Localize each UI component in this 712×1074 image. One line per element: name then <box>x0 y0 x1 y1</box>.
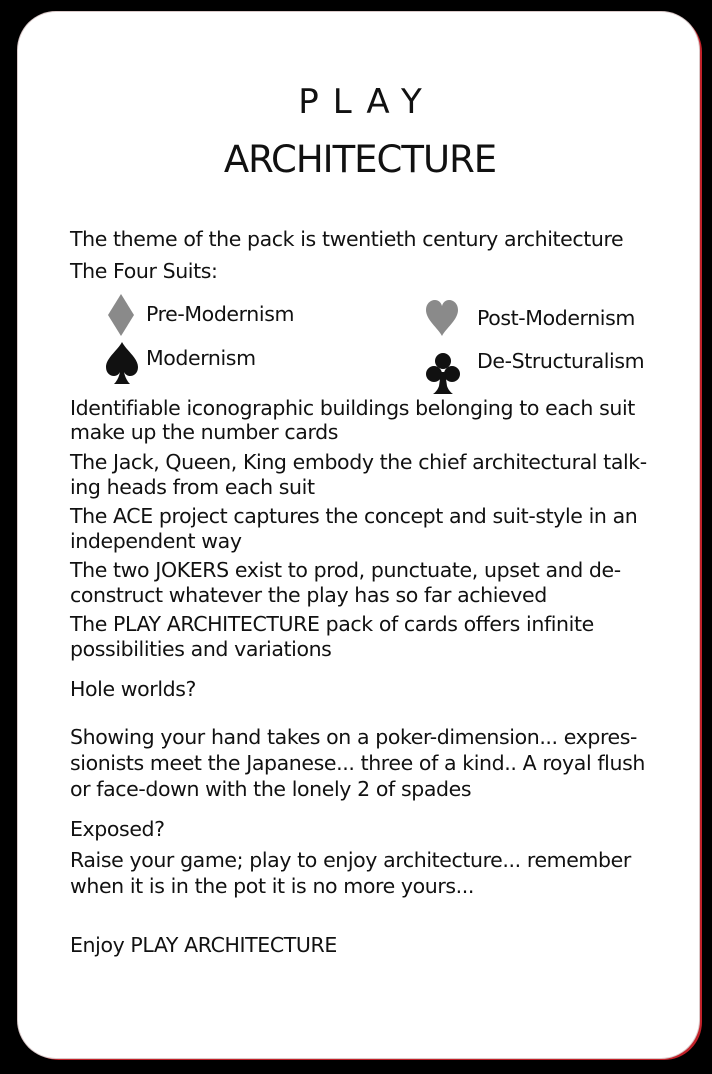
body-line: independent way <box>70 529 242 553</box>
body-line: Identifiable iconographic buildings belonging to each suit <box>70 396 635 420</box>
body-line: make up the number cards <box>70 420 339 444</box>
heart-icon <box>426 300 458 336</box>
body-line: The ACE project captures the concept and suit-style in an <box>70 504 638 528</box>
intro-line-2: The Four Suits: <box>70 259 218 283</box>
title-architecture: ARCHITECTURE <box>223 138 497 181</box>
body-line: The PLAY ARCHITECTURE pack of cards offers infinite <box>70 612 594 636</box>
poker-line: Showing your hand takes on a poker-dimension... expres- <box>70 725 638 749</box>
suit-post-modernism: Post-Modernism <box>477 306 635 330</box>
intro-line-1: The theme of the pack is twentieth century architecture <box>70 227 624 251</box>
title-play: PLAY <box>298 82 436 122</box>
body-line: ing heads from each suit <box>70 475 315 499</box>
suit-pre-modernism: Pre-Modernism <box>146 302 295 326</box>
playing-card <box>18 12 699 1058</box>
poker-line: sionists meet the Japanese... three of a kind.. A royal flush <box>70 751 645 775</box>
question-hole-worlds: Hole worlds? <box>70 677 196 701</box>
body-line: The two JOKERS exist to prod, punctuate, upset and de- <box>70 558 621 582</box>
raise-line: when it is in the pot it is no more yours... <box>70 874 475 898</box>
closing-line: Enjoy PLAY ARCHITECTURE <box>70 933 337 957</box>
body-line: The Jack, Queen, King embody the chief architectural talk- <box>70 450 647 474</box>
club-icon <box>426 352 460 394</box>
body-line: construct whatever the play has so far achieved <box>70 583 547 607</box>
spade-icon <box>106 342 138 384</box>
raise-line: Raise your game; play to enjoy architecture... remember <box>70 848 631 872</box>
diamond-icon <box>108 294 134 336</box>
question-exposed: Exposed? <box>70 817 165 841</box>
suit-modernism: Modernism <box>146 346 256 370</box>
poker-line: or face-down with the lonely 2 of spades <box>70 777 472 801</box>
body-line: possibilities and variations <box>70 637 332 661</box>
suit-de-structuralism: De-Structuralism <box>477 349 645 373</box>
